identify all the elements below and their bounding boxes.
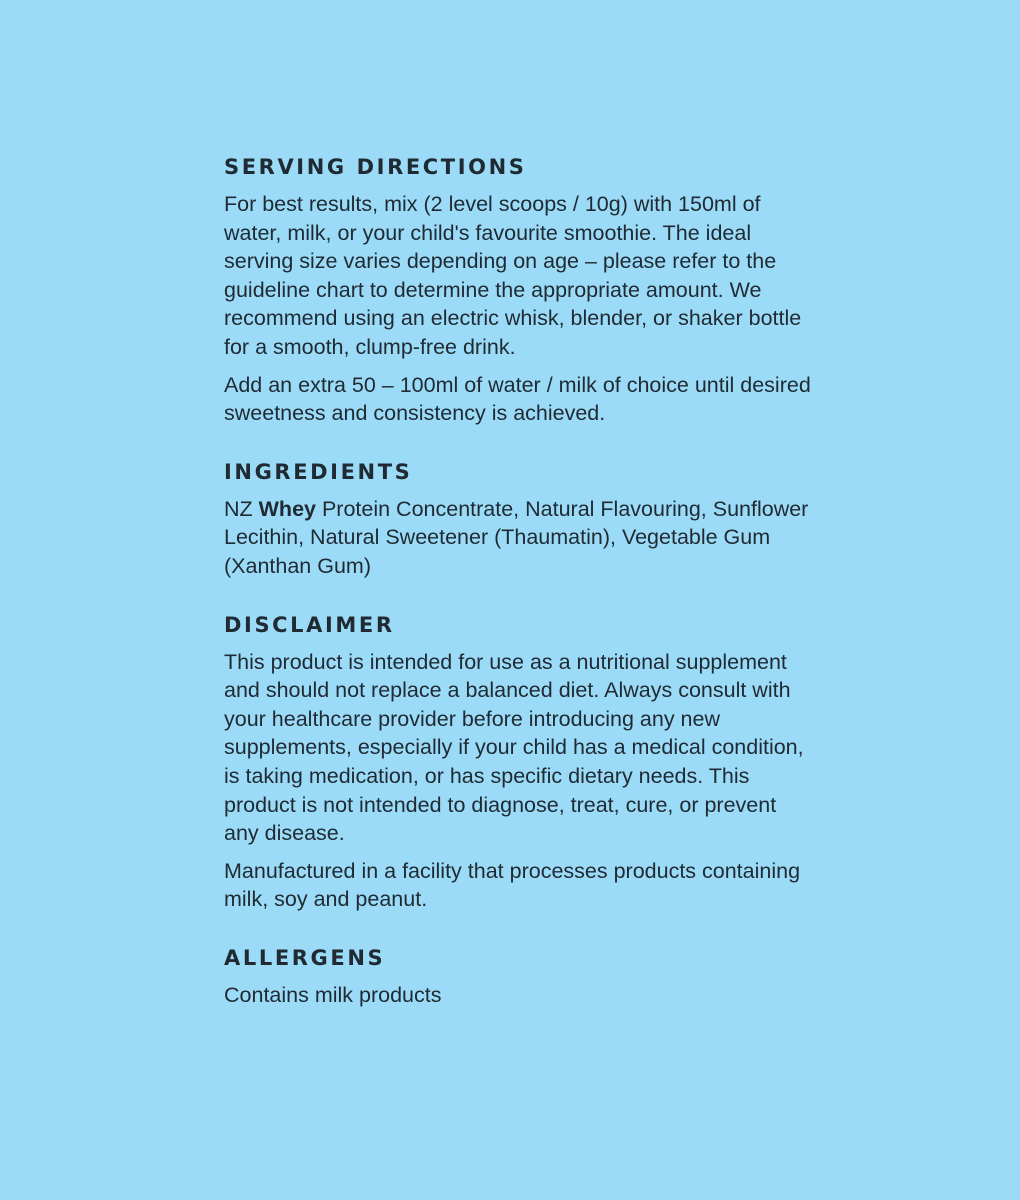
- serving-directions-heading: SERVING DIRECTIONS: [224, 155, 527, 179]
- serving-directions-text: For best results, mix (2 level scoops / 10g) with 150ml of water, milk, or your child's favourite smoothie. The ideal serving size varies depending on age – please refer to the guideline chart to determine the appropriate amount. We recommend using an electric whisk, blender, or shaker bottle for a smooth, clump-free drink.: [224, 192, 802, 359]
- serving-directions-section: [224, 152, 814, 428]
- serving-directions-extra-text: Add an extra 50 – 100ml of water / milk of choice until desired sweetness and consistency is achieved.: [224, 372, 811, 426]
- allergens-heading: ALLERGENS: [224, 945, 386, 970]
- ingredients-bold-word: Whey: [258, 496, 316, 521]
- ingredients-section: [224, 457, 814, 581]
- label-content: [224, 152, 814, 1038]
- ingredients-heading: INGREDIENTS: [224, 459, 413, 484]
- disclaimer-heading: DISCLAIMER: [224, 612, 395, 637]
- ingredients-text: [224, 495, 814, 581]
- ingredients-prefix: NZ: [224, 496, 259, 521]
- allergens-text: Contains milk products: [224, 982, 442, 1007]
- manufacturing-note: Manufactured in a facility that processes products containing milk, soy and peanut.: [224, 858, 801, 912]
- allergens-section: [224, 943, 814, 1010]
- disclaimer-text: This product is intended for use as a nutritional supplement and should not replace a balanced diet. Always consult with your healthcare provider before introducing any new supplements, especially if your child has a medical condition, is taking medication, or has specific dietary needs. This product is not intended to diagnose, treat, cure, or prevent any disease.: [224, 649, 804, 846]
- disclaimer-section: [224, 610, 814, 914]
- ingredients-rest: Protein Concentrate, Natural Flavouring, Sunflower Lecithin, Natural Sweetener (Thaumatin), Vegetable Gum (Xanthan Gum): [224, 496, 809, 578]
